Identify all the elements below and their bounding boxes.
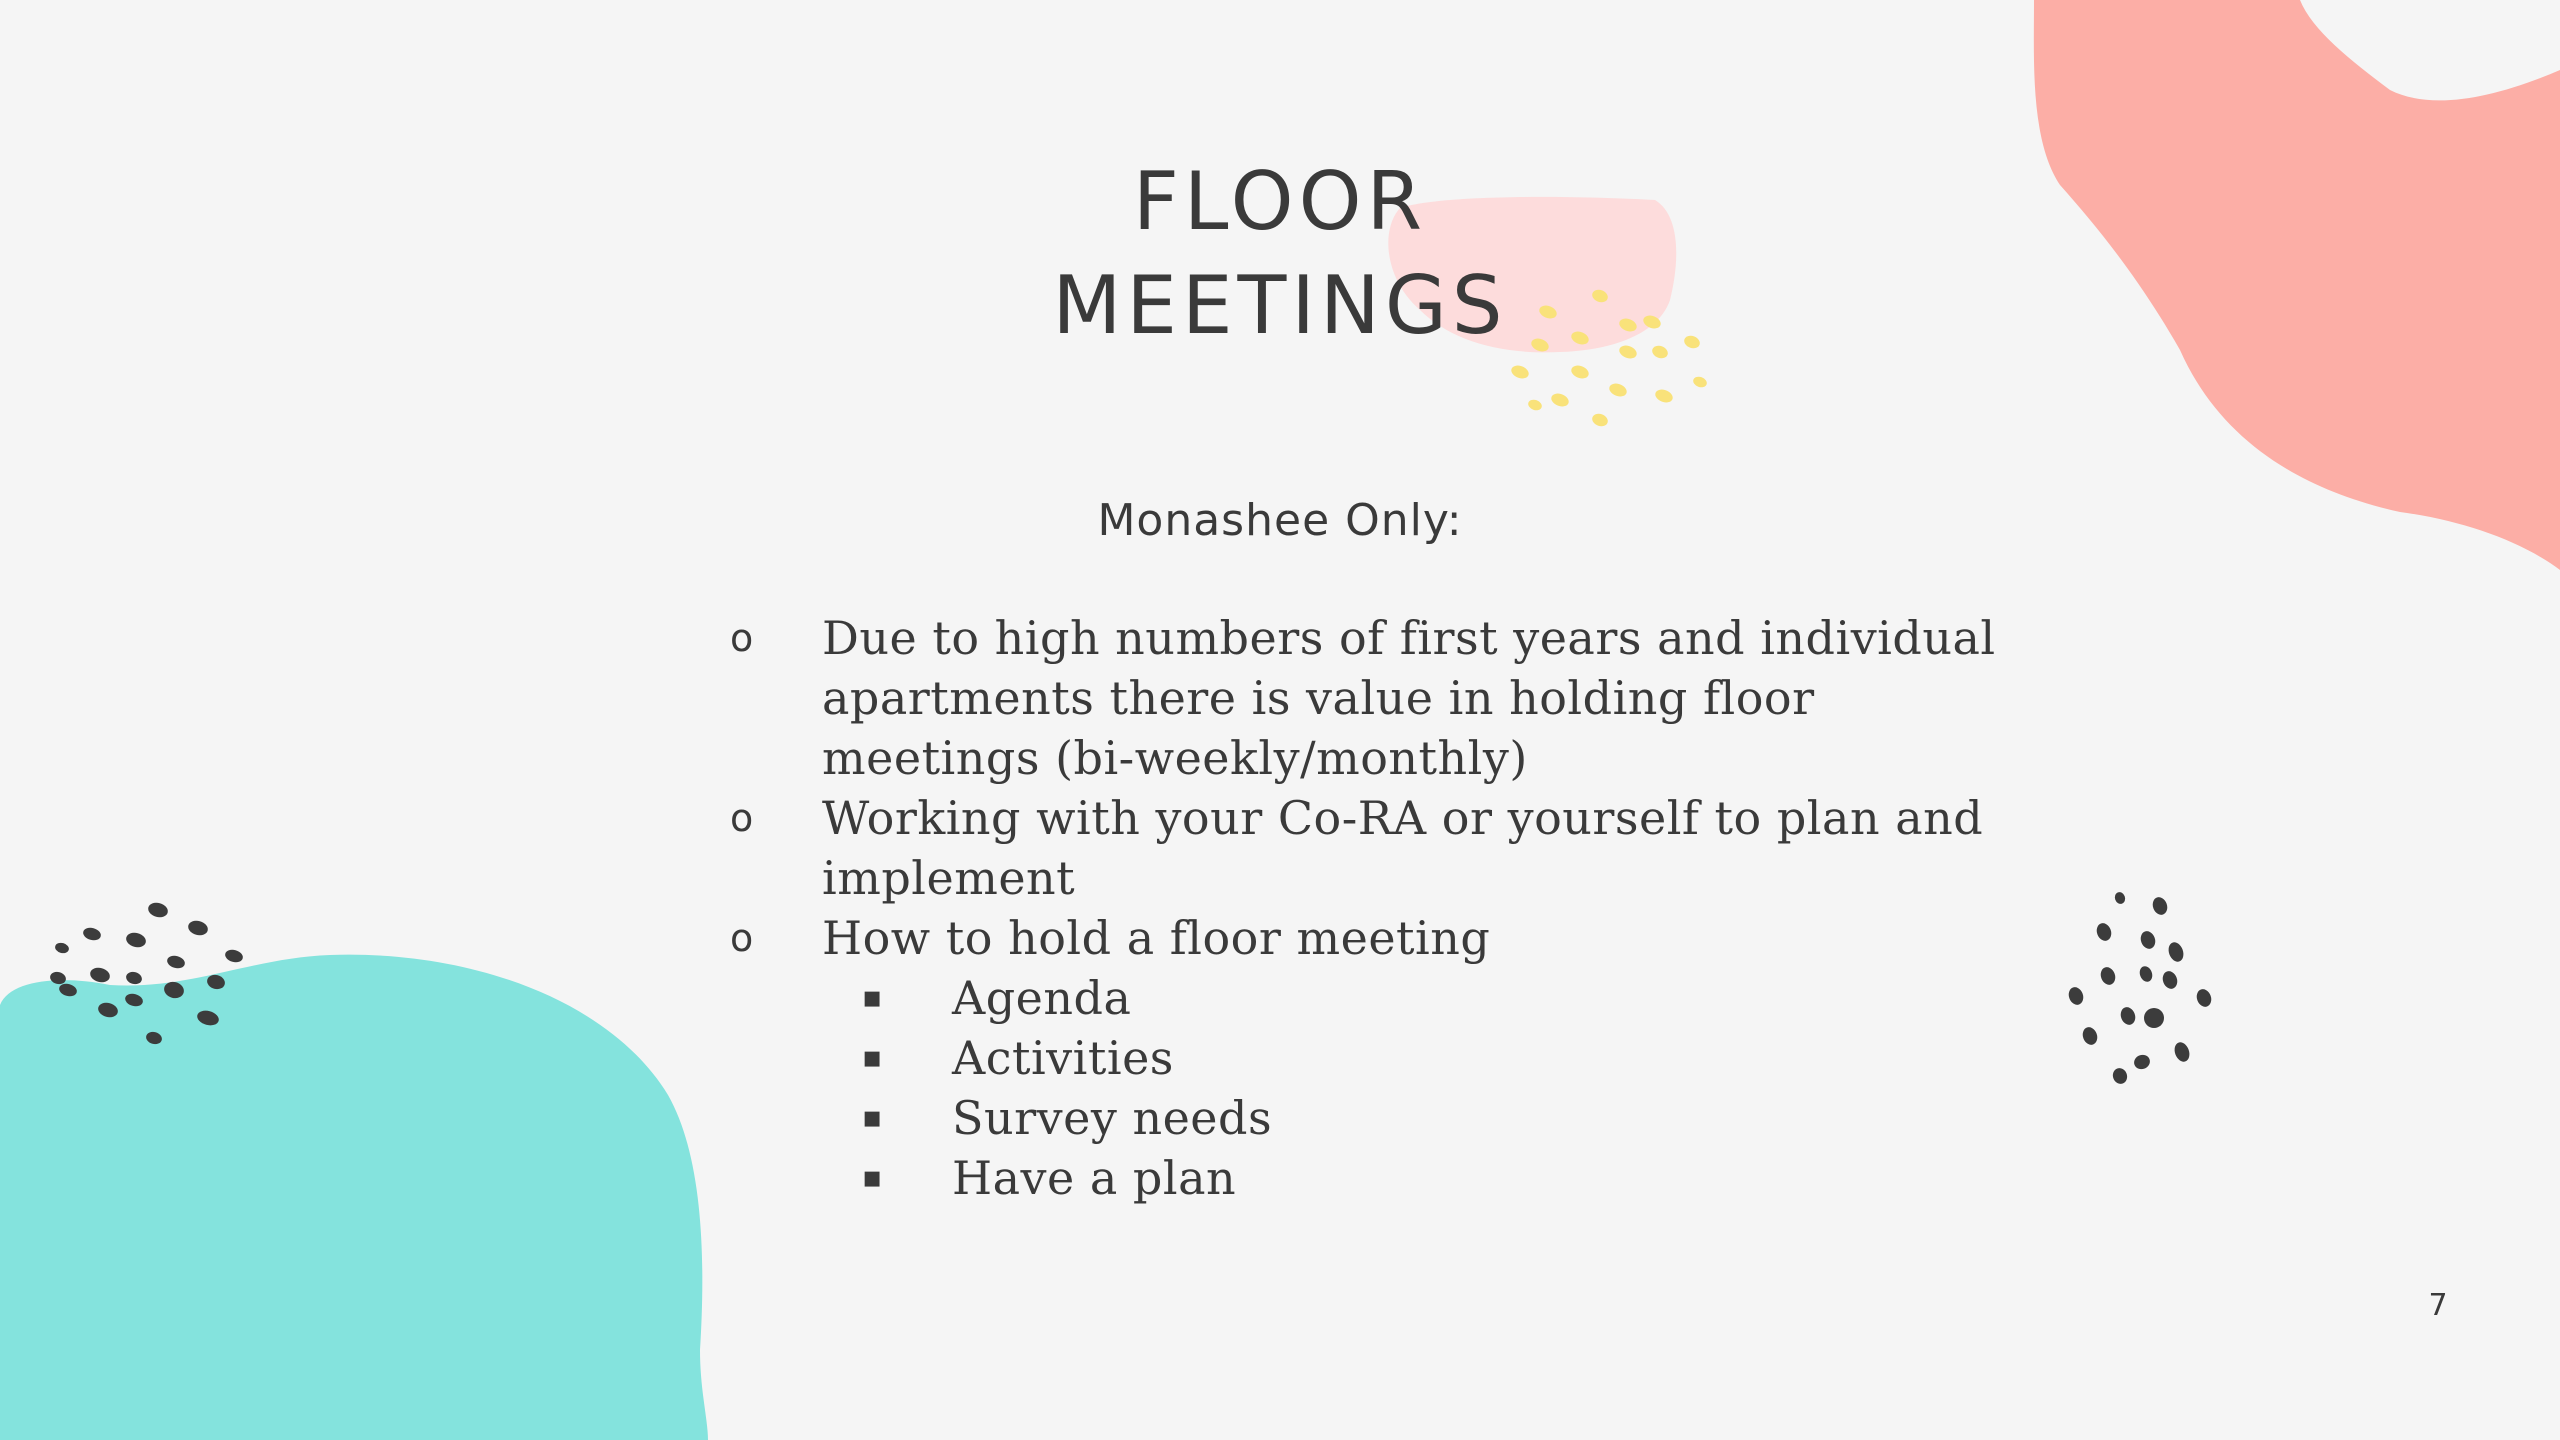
sub-bullet-text-3: Survey needs xyxy=(952,1091,1273,1145)
sub-bullet-item-2 xyxy=(720,1028,2020,1088)
sub-bullet-text-2: Activities xyxy=(952,1031,1174,1085)
sub-bullet-item-4 xyxy=(720,1148,2020,1208)
teal-blob xyxy=(0,955,708,1440)
hollow-circle-bullet-icon: o xyxy=(730,796,754,840)
sub-bullet-item-3 xyxy=(720,1088,2020,1148)
square-bullet-icon: ▪ xyxy=(862,1100,883,1135)
slide-title-line-1: FLOOR xyxy=(1132,155,1428,248)
bullet-list xyxy=(720,608,2020,1208)
dark-dots-right xyxy=(2066,891,2213,1086)
square-bullet-icon: ▪ xyxy=(862,1160,883,1195)
sub-bullet-text-4: Have a plan xyxy=(952,1151,1237,1205)
slide-title-line-2: MEETINGS xyxy=(1052,259,1508,352)
bullet-text-2: Working with your Co-RA or yourself to plan and implement xyxy=(822,791,1984,905)
sub-bullet-text-1: Agenda xyxy=(952,971,1132,1025)
hollow-circle-bullet-icon: o xyxy=(730,616,754,660)
bullet-text-1: Due to high numbers of first years and individual apartments there is value in holding floor meetings (bi-weekly/monthly) xyxy=(822,611,1996,785)
hollow-circle-bullet-icon: o xyxy=(730,916,754,960)
sub-bullet-item-1 xyxy=(720,968,2020,1028)
bullet-item-3 xyxy=(720,908,2020,968)
square-bullet-icon: ▪ xyxy=(862,1040,883,1075)
slide-subtitle: Monashee Only: xyxy=(1097,495,1463,546)
coral-blob xyxy=(2034,0,2560,570)
square-bullet-icon: ▪ xyxy=(862,980,883,1015)
bullet-text-3: How to hold a floor meeting xyxy=(822,911,1491,965)
bullet-item-2 xyxy=(720,788,2020,908)
slide-title xyxy=(880,150,1680,358)
page-number: 7 xyxy=(2428,1288,2448,1323)
bullet-item-1 xyxy=(720,608,2020,788)
